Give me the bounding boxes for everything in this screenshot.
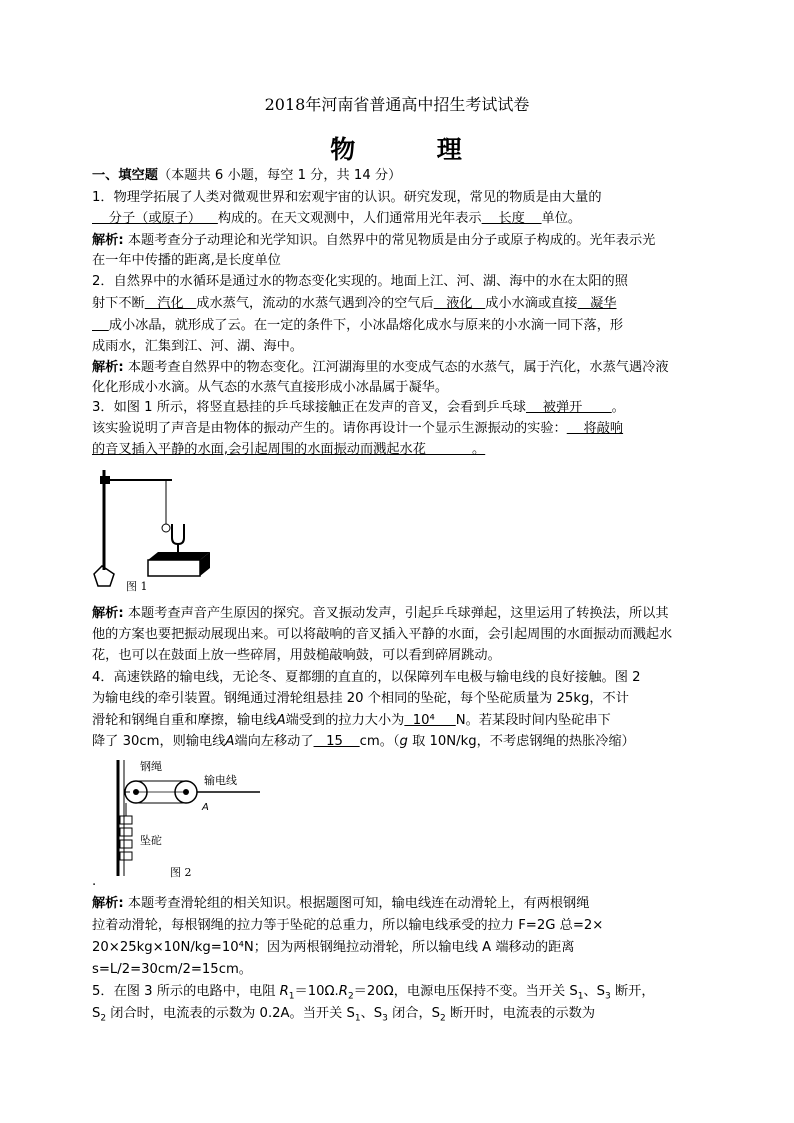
q5-s3b-sub: 3: [382, 1013, 388, 1024]
q4-analysis-line4: s=L/2=30cm/2=15cm。: [92, 962, 252, 977]
q5-text-b: ＝10Ω.: [294, 984, 339, 999]
q4-line3: [92, 711, 611, 730]
q5-s2b-sub: 2: [440, 1013, 446, 1024]
q5-r1: R: [279, 984, 289, 999]
q3-answer1: 被弹开: [525, 400, 612, 415]
q2-answer3-cont: [92, 318, 109, 333]
q2-text-b: 成水蒸气，流动的水蒸气遇到冷的空气后: [196, 296, 434, 311]
q5-text-d: 、S: [583, 984, 606, 999]
q5-text-j: 断开时，电流表的示数为: [445, 1006, 596, 1021]
q5-text-c: ＝20Ω，电源电压保持不变。当开关 S: [353, 984, 578, 999]
q2-line3: [92, 316, 623, 335]
subject-char-1: 物: [330, 135, 358, 164]
q1-text: 构成的。在天文观测中，人们通常用光年表示: [217, 211, 482, 226]
q5-text-e: 断开，: [610, 984, 655, 999]
q4-answer2: 15: [313, 734, 360, 749]
q4-analysis-line1: [92, 894, 589, 913]
ping-pong-ball: [162, 524, 170, 532]
q2-line1: 2．自然界中的水循环是通过水的物态变化实现的。地面上江、河、湖、海中的水在太阳的照: [92, 274, 628, 289]
q5-text-h: 、S: [360, 1006, 383, 1021]
weight-3: [120, 840, 132, 848]
q3-analysis-line2: 他的方案也要把振动展现出来。可以将敲响的音叉插入平静的水面，会引起周围的水面振动而溅起水: [92, 627, 673, 642]
q3-answer2-cont: 的音叉插入平静的水面,会引起周围的水面振动而溅起水花 。: [92, 442, 486, 457]
q4-text-e: 端向左移动了: [234, 734, 314, 749]
section-heading: [92, 166, 401, 185]
subject-char-2: 理: [436, 135, 464, 164]
weight-1: [120, 816, 132, 824]
q2-text-c: 成小水滴或直接: [485, 296, 578, 311]
section-label: 一、填空题: [92, 168, 158, 183]
exam-title: 2018年河南省普通高中招生考试试卷: [264, 95, 530, 114]
label-A: A: [202, 802, 209, 813]
q4-var-b: A: [225, 734, 235, 749]
analysis-text: 本题考查自然界中的物态变化。江河湖海里的水变成气态的水蒸气，属于汽化，水蒸气遇冷液: [123, 360, 669, 375]
q3-analysis-line3: 花，也可以在鼓面上放一些碎屑，用鼓槌敲响鼓，可以看到碎屑跳动。: [92, 648, 501, 663]
weight-4: [120, 852, 132, 860]
figure-1-label: 图 1: [126, 580, 148, 593]
q2-answer1: 汽化: [144, 296, 197, 311]
subject-heading: [0, 130, 794, 166]
tuning-fork: [172, 524, 184, 544]
q2-answer2: 液化: [433, 296, 486, 311]
q4-text-g: 取 10N/kg，不考虑钢绳的热胀冷缩）: [407, 734, 635, 749]
q4-text-a: 滑轮和钢绳自重和摩擦，输电线: [92, 713, 277, 728]
q5-r2: R: [338, 984, 348, 999]
q1-text-end: 单位。: [541, 211, 582, 226]
analysis-text: 本题考查声音产生原因的探究。音叉振动发声，引起乒乓球弹起，这里运用了转换法，所以其: [123, 606, 669, 621]
q1-answer1: 分子（或原子）: [92, 211, 218, 226]
q1-line2: [92, 209, 581, 228]
q2-answer3: 凝华: [577, 296, 617, 311]
q2-text-a: 射下不断: [92, 296, 145, 311]
q5-text-g: 闭合时，电流表的示数为 0.2A。当开关 S: [106, 1006, 355, 1021]
q5-text-i: 闭合，S: [387, 1006, 441, 1021]
q3-text-b: 。: [611, 400, 625, 415]
figure-2-pulley-system: [100, 756, 280, 886]
q2-text-d: 成小冰晶，就形成了云。在一定的条件下，小冰晶熔化成水与原来的小水滴一同下落，形: [108, 318, 624, 333]
label-wire: 输电线: [204, 774, 237, 787]
q3-text-c: 该实验说明了声音是由物体的振动产生的。请你再设计一个显示生源振动的实验：: [92, 421, 567, 436]
q2-line4: 成雨水，汇集到江、河、湖、海中。: [92, 339, 303, 354]
resonance-box-top: [148, 552, 210, 560]
q1-analysis-line1: [92, 231, 655, 250]
q4-line2: 为输电线的牵引装置。钢绳通过滑轮组悬挂 20 个相同的坠砣，每个坠砣质量为 25kg，不计: [92, 691, 629, 706]
q3-analysis-line1: [92, 604, 669, 623]
q4-text-f: cm。（: [359, 734, 400, 749]
q1-analysis-line2: 在一年中传播的距离,是长度单位: [92, 253, 281, 268]
q3-answer2: 将敲响: [566, 421, 624, 436]
q4-analysis-line3: 20×25kg×10N/kg=10⁴N；因为两根钢绳拉动滑轮，所以输电线 A 端移动的距离: [92, 940, 575, 955]
q5-s3-sub: 3: [605, 991, 611, 1002]
analysis-text: 本题考查分子动理论和光学知识。自然界中的常见物质是由分子或原子构成的。光年表示光: [123, 233, 656, 248]
q5-text-a: 5．在图 3 所示的电路中，电阻: [92, 984, 280, 999]
q1-line1: 1．物理学拓展了人类对微观世界和宏观宇宙的认识。研究发现，常见的物质是由大量的: [92, 190, 602, 205]
resonance-box: [148, 560, 200, 576]
q4-answer1: 10⁴: [404, 713, 456, 728]
q5-line1: [92, 982, 655, 1001]
q3-line1: [92, 398, 625, 417]
q5-r1-sub: 1: [288, 991, 295, 1002]
analysis-label: 解析:: [92, 360, 124, 375]
label-weight: 坠砣: [140, 834, 162, 847]
q5-line2: [92, 1004, 595, 1023]
q4-text-d: 降了 30cm，则输电线: [92, 734, 226, 749]
analysis-text: 本题考查滑轮组的相关知识。根据题图可知，输电线连在动滑轮上，有两根钢绳: [123, 896, 590, 911]
q5-s1-sub: 1: [577, 991, 584, 1002]
q2-analysis-line2: 化化形成小水滴。从气态的水蒸气直接形成小冰晶属于凝华。: [92, 380, 449, 395]
analysis-label: 解析:: [92, 233, 124, 248]
q3-line2: [92, 419, 623, 438]
q1-answer2: 长度: [481, 211, 542, 226]
q5-text-f: S: [92, 1006, 101, 1021]
q4-line1: 4．高速铁路的输电线，无论冬、夏都绷的直直的，以保障列车电极与输电线的良好接触。图 2: [92, 670, 641, 685]
q4-text-c: N。若某段时间内坠砣串下: [455, 713, 611, 728]
q5-s2-sub: 2: [100, 1013, 107, 1024]
q5-s1b-sub: 1: [354, 1013, 361, 1024]
q2-analysis-line1: [92, 358, 669, 377]
analysis-label: 解析:: [92, 606, 124, 621]
weight-2: [120, 828, 132, 836]
q2-line2: [92, 294, 616, 313]
q4-var-a: A: [276, 713, 286, 728]
q4-var-g: g: [399, 734, 408, 749]
q4-analysis-line2: 拉着动滑轮，每根钢绳的拉力等于坠砣的总重力，所以输电线承受的拉力 F=2G 总=2×: [92, 918, 604, 933]
figure-2-label: 图 2: [170, 866, 192, 879]
q4-line4: [92, 732, 635, 751]
section-note: （本题共 6 小题，每空 1 分，共 14 分）: [157, 168, 402, 183]
q5-r2-sub: 2: [347, 991, 354, 1002]
analysis-label: 解析:: [92, 896, 124, 911]
figure-1-tuning-fork: [92, 462, 222, 592]
stray-dot: ·: [92, 878, 97, 893]
label-rope: 钢绳: [140, 760, 162, 773]
q4-text-b: 端受到的拉力大小为: [285, 713, 405, 728]
q3-text-a: 3．如图 1 所示，将竖直悬挂的乒乓球接触正在发声的音叉，会看到乒乓球: [92, 400, 526, 415]
